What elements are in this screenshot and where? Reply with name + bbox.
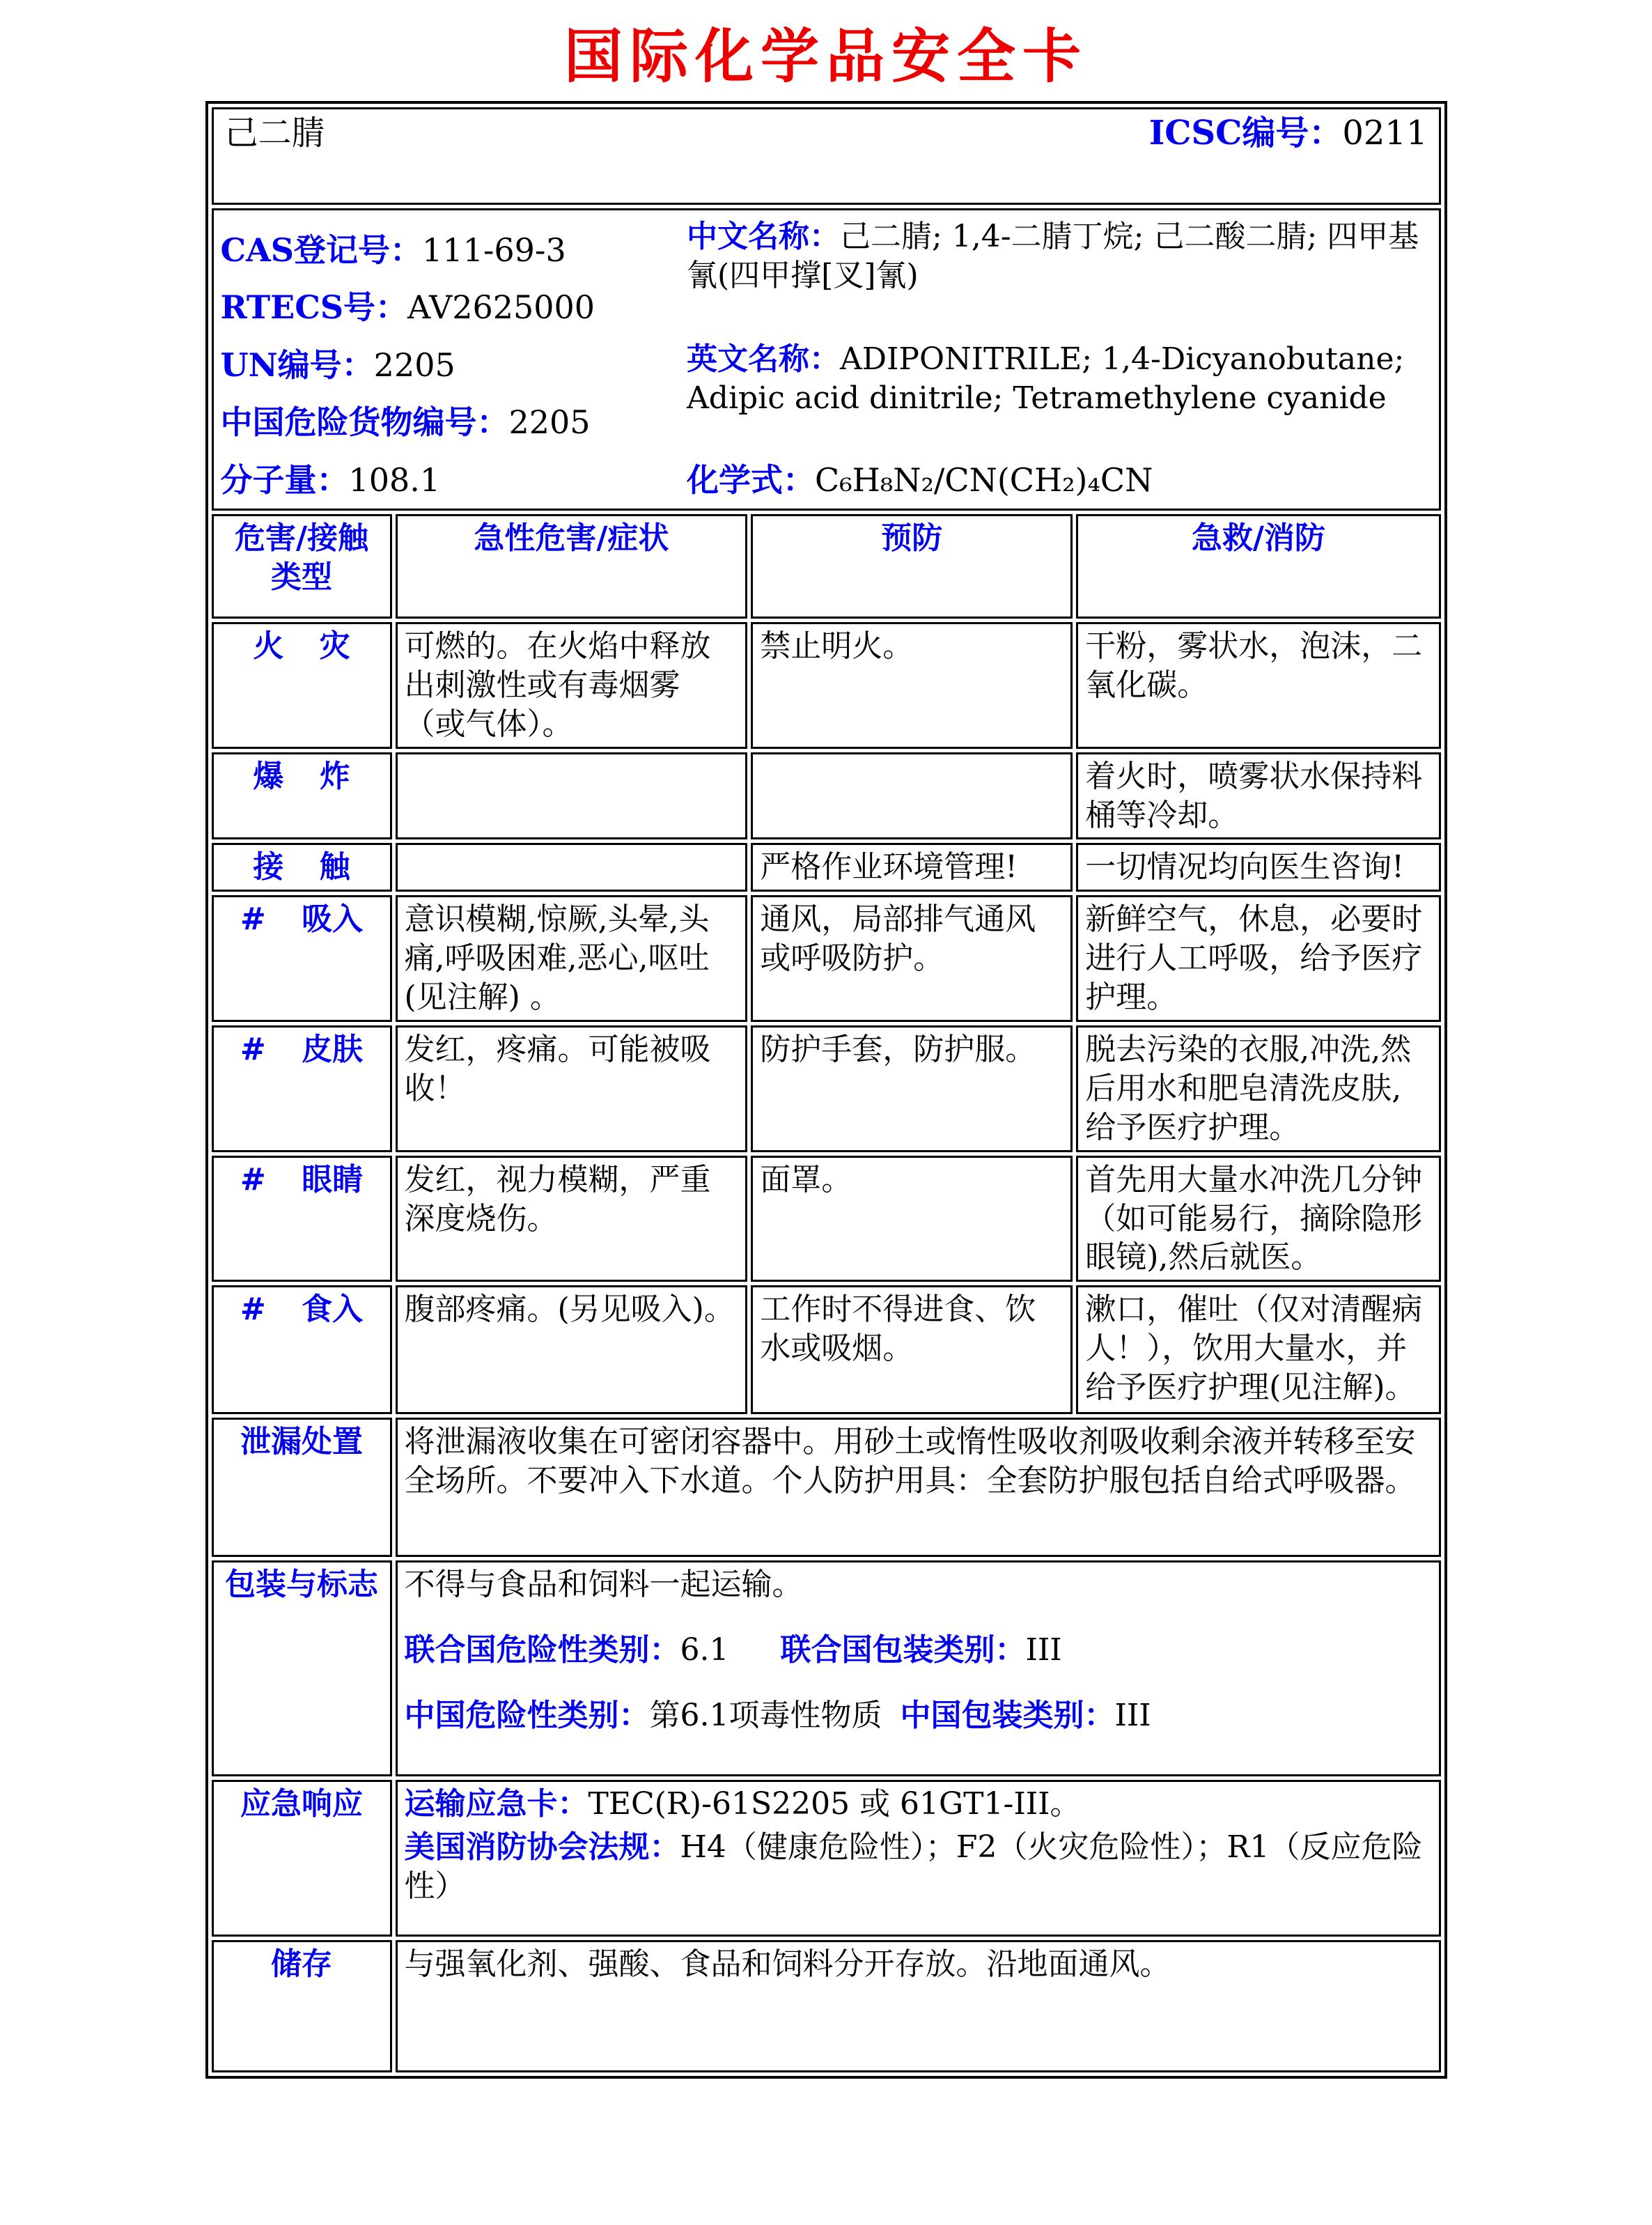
symptoms-cell: 意识模糊,惊厥,头晕,头痛,呼吸困难,恶心,呕吐(见注解) 。: [396, 895, 748, 1022]
transport-emergency-card: [405, 1785, 1432, 1824]
nfpa-value: H4（健康危险性）；F2（火灾危险性）；R1（反应危险性）: [404, 1829, 1423, 1905]
section-row-spill: [212, 1418, 1441, 1557]
firstaid-cell: 新鲜空气，休息，必要时进行人工呼吸，给予医疗护理。: [1076, 895, 1440, 1022]
icsc-card: [205, 101, 1447, 2079]
header-prevention: 预防: [751, 514, 1073, 619]
nfpa-label: 美国消防协会法规：: [404, 1829, 680, 1866]
chinese-name-value: 己二腈; 1,4-二腈丁烷; 己二酸二腈; 四甲基氰(四甲撑[叉]氰): [687, 219, 1419, 293]
un-classification: [405, 1631, 1432, 1670]
section-title: 储存: [212, 1940, 392, 2072]
icsc-value: 0211: [1342, 114, 1428, 153]
rtecs-field: [221, 287, 687, 327]
symptoms-cell: 发红，视力模糊，严重深度烧伤。: [396, 1156, 748, 1282]
header-firstaid: 急救/消防: [1076, 514, 1440, 619]
names-block: [687, 213, 1431, 460]
formula-value: C₆H₈N₂/CN(CH₂)₄CN: [815, 460, 1153, 499]
firstaid-cell: 一切情况均向医生咨询!: [1076, 843, 1440, 892]
spill-content: [396, 1418, 1441, 1557]
hazard-type-cell: # 皮肤: [212, 1025, 392, 1152]
spill-text: 将泄漏液收集在可密闭容器中。用砂土或惰性吸收剂吸收剩余液并转移至安全场所。不要冲入下水道。个人防护用具：全套防护服包括自给式呼吸器。: [404, 1424, 1416, 1499]
hazard-type-cell: 火 灾: [212, 622, 392, 749]
cn-dg-field: [221, 402, 687, 442]
firstaid-cell: 脱去污染的衣服,冲洗,然后用水和肥皂清洗皮肤,给予医疗护理。: [1076, 1025, 1440, 1152]
cn-pack-label: 中国包装类别：: [900, 1698, 1115, 1734]
table-row-inhalation: [212, 895, 1441, 1022]
storage-text: 与强氧化剂、强酸、食品和饲料分开存放。沿地面通风。: [404, 1946, 1171, 1983]
hazard-type-cell: 爆 炸: [212, 752, 392, 840]
table-row-contact: [212, 843, 1441, 892]
cn-classification: [405, 1696, 1432, 1735]
rtecs-value: AV2625000: [407, 288, 595, 327]
cn-dg-label: 中国危险货物编号：: [220, 403, 509, 442]
hazard-header-row: [212, 514, 1441, 619]
icsc-number: [1149, 112, 1428, 155]
page-title: 国际化学品安全卡: [563, 22, 1088, 91]
cn-class-label: 中国危险性类别：: [404, 1698, 650, 1734]
table-row-ingestion: [212, 1285, 1441, 1414]
hazard-type-cell: # 食入: [212, 1285, 392, 1414]
cn-dg-value: 2205: [508, 403, 591, 442]
table-row-fire: [212, 622, 1441, 749]
un-class-label: 联合国危险性类别：: [404, 1632, 680, 1668]
registry-fields: [221, 213, 687, 460]
formula-label: 化学式：: [687, 460, 815, 499]
section-row-emergency: [212, 1780, 1441, 1937]
section-title: 包装与标志: [212, 1560, 392, 1776]
table-row-skin: [212, 1025, 1441, 1152]
section-title: 泄漏处置: [212, 1418, 392, 1557]
packaging-transport-note: 不得与食品和饲料一起运输。: [404, 1567, 803, 1603]
header-hazard-type: 危害/接触类型: [212, 514, 392, 619]
cas-field: [221, 230, 687, 270]
substance-name: 己二腈: [224, 114, 325, 153]
firstaid-cell: 首先用大量水冲洗几分钟（如可能易行，摘除隐形眼镜),然后就医。: [1076, 1156, 1440, 1282]
tec-value: TEC(R)-61S2205 或 61GT1-III。: [588, 1786, 1081, 1822]
un-value: 2205: [373, 346, 455, 384]
english-name-label: 英文名称：: [687, 341, 840, 377]
emergency-content: [396, 1780, 1441, 1937]
tec-label: 运输应急卡：: [404, 1786, 589, 1822]
card-header-cell: [212, 107, 1441, 205]
english-name-value: ADIPONITRILE; 1,4-Dicyanobutane; Adipic acid dinitrile; Tetramethylene cyanide: [687, 341, 1405, 416]
hazard-type-cell: # 眼睛: [212, 1156, 392, 1282]
un-pack-label: 联合国包装类别：: [780, 1632, 1026, 1668]
nfpa-code: [405, 1828, 1432, 1906]
prevention-cell: [751, 752, 1073, 840]
un-class-value: 6.1: [680, 1632, 729, 1668]
table-row-eyes: [212, 1156, 1441, 1282]
storage-content: [396, 1940, 1441, 2072]
chemical-formula: [687, 460, 1431, 506]
packaging-content: [396, 1560, 1441, 1776]
firstaid-cell: 干粉，雾状水，泡沫，二氧化碳。: [1076, 622, 1440, 749]
prevention-cell: 防护手套，防护服。: [751, 1025, 1073, 1152]
mol-weight: [221, 460, 687, 506]
icsc-label: ICSC编号：: [1148, 114, 1343, 153]
firstaid-cell: 着火时，喷雾状水保持料桶等冷却。: [1076, 752, 1440, 840]
section-row-storage: [212, 1940, 1441, 2072]
prevention-cell: 通风，局部排气通风或呼吸防护。: [751, 895, 1073, 1022]
chinese-name-label: 中文名称：: [687, 219, 840, 254]
firstaid-cell: 漱口，催吐（仅对清醒病人！），饮用大量水，并给予医疗护理(见注解)。: [1076, 1285, 1440, 1414]
mol-weight-value: 108.1: [348, 460, 441, 499]
section-title: 应急响应: [212, 1780, 392, 1937]
cas-value: 111-69-3: [422, 231, 566, 269]
prevention-cell: 禁止明火。: [751, 622, 1073, 749]
symptoms-cell: 腹部疼痛。(另见吸入)。: [396, 1285, 748, 1414]
un-label: UN编号：: [220, 346, 374, 384]
symptoms-cell: 可燃的。在火焰中释放出刺激性或有毒烟雾（或气体）。: [396, 622, 748, 749]
prevention-cell: 工作时不得进食、饮水或吸烟。: [751, 1285, 1073, 1414]
symptoms-cell: [396, 843, 748, 892]
hazard-type-cell: # 吸入: [212, 895, 392, 1022]
prevention-cell: 严格作业环境管理!: [751, 843, 1073, 892]
un-pack-value: III: [1025, 1632, 1062, 1668]
cas-label: CAS登记号：: [220, 231, 423, 269]
english-name: [687, 340, 1431, 418]
identity-cell: [212, 208, 1441, 511]
chinese-name: [687, 217, 1431, 295]
section-row-packaging: [212, 1560, 1441, 1776]
mol-weight-label: 分子量：: [220, 460, 349, 499]
card-header-row: [212, 107, 1441, 205]
symptoms-cell: 发红，疼痛。可能被吸收！: [396, 1025, 748, 1152]
header-symptoms: 急性危害/症状: [396, 514, 748, 619]
hazard-type-cell: 接 触: [212, 843, 392, 892]
cn-class-value: 第6.1项毒性物质: [649, 1698, 882, 1734]
cn-pack-value: III: [1114, 1698, 1151, 1734]
table-row-explosion: [212, 752, 1441, 840]
identity-row: [212, 208, 1441, 511]
un-field: [221, 345, 687, 385]
rtecs-label: RTECS号：: [220, 288, 408, 327]
prevention-cell: 面罩。: [751, 1156, 1073, 1282]
symptoms-cell: [396, 752, 748, 840]
